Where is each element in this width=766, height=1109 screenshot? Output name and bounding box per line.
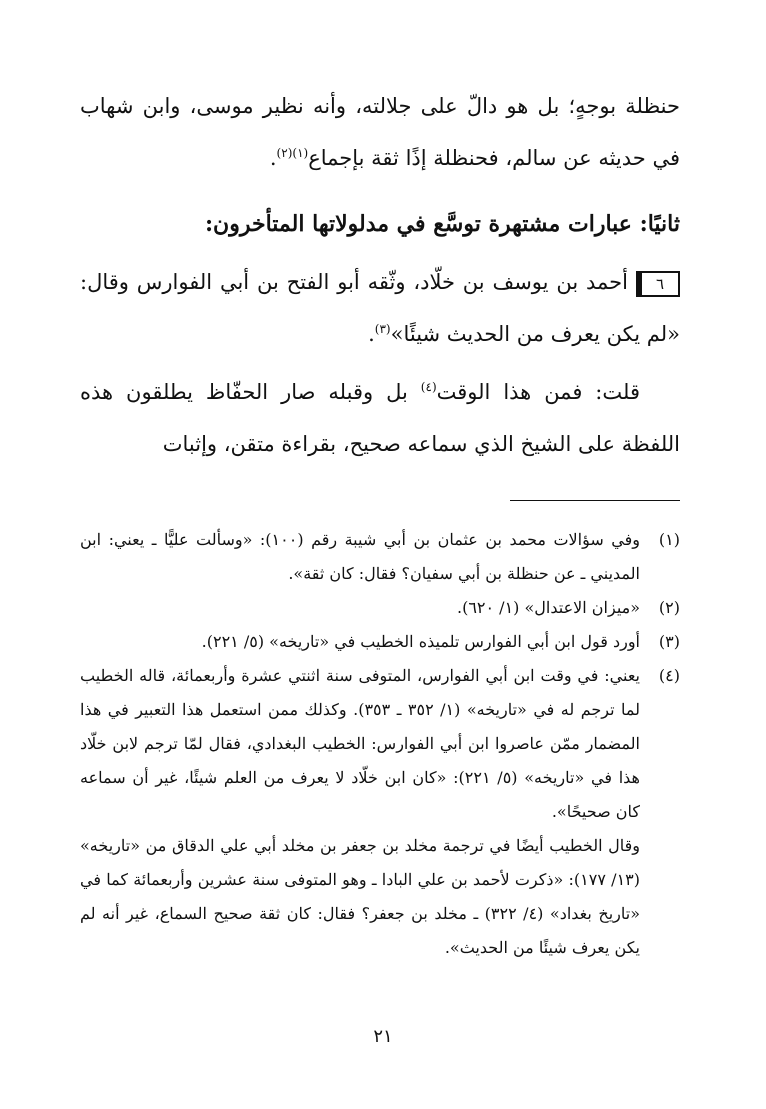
footnote-4-text: يعني: في وقت ابن أبي الفوارس، المتوفى سنة اثنتي عشرة وأربعمائة، قاله الخطيب لما ترجم له في «تاريخه» (١/ ٣٥٢ ـ ٣٥٣). وكذلك ممن استعمل هذا التعبير في هذا المضمار ممّن عاصروا ابن أبي الفوارس: الخطيب البغدادي، فقال لمّا ترجم لابن خلّاد هذا في «تاريخه» (٥/ ٢٢١): «كان ابن خلّاد لا يعرف من العلم شيئًا، غير أن سماعه كان صحيحًا». — [80, 666, 641, 821]
paragraph-2 — [80, 256, 680, 360]
footnote-ref-1-2[interactable]: (١)(٢) — [276, 146, 309, 160]
paragraph-3-line-2: اللفظة على الشيخ الذي سماعه صحيح، بقراءة متقن، وإثبات — [162, 432, 680, 456]
entry-number-box: ٦ — [636, 271, 680, 297]
footnotes — [80, 523, 680, 965]
paragraph-2-end: . — [368, 322, 375, 346]
footnote-1-text: وفي سؤالات محمد بن عثمان بن أبي شيبة رقم (١٠٠): «وسألت عليًّا ـ يعني: ابن المديني ـ عن حنظلة بن أبي سفيان؟ فقال: كان ثقة». — [80, 530, 641, 583]
footnote-3-number: (٣) — [658, 632, 680, 651]
paragraph-3-rest: بل وقبله صار الحفّاظ يطلقون هذه — [80, 380, 421, 404]
paragraph-1-line-2: شهاب في حديثه عن سالم، فحنظلة إذًا ثقة بإجماع — [80, 94, 680, 170]
paragraph-1-end: . — [269, 146, 277, 170]
footnote-3-text: أورد قول ابن أبي الفوارس تلميذه الخطيب في «تاريخه» (٥/ ٢٢١). — [201, 632, 640, 651]
footnote-2 — [80, 591, 680, 625]
footnote-4-continuation: وقال الخطيب أيضًا في ترجمة مخلد بن جعفر بن مخلد أبي علي الدقاق من «تاريخه» (١٣/ ١٧٧): «ذكرت لأحمد بن علي البادا ـ وهو المتوفى سنة عشرين وأربعمائة كما في «تاريخ بغداد» (٤/ ٣٢٢) ـ مخلد بن جعفر؟ فقال: كان ثقة صحيح السماع، غير أنه لم يكن يعرف شيئًا من الحديث». — [80, 836, 640, 957]
page-content — [80, 80, 680, 1100]
footnote-3 — [80, 625, 680, 659]
page-number: ٢١ — [373, 1026, 393, 1047]
footnote-ref-4[interactable]: (٤) — [420, 380, 437, 394]
footnote-ref-3[interactable]: (٣) — [374, 322, 391, 336]
paragraph-2-line-1: أحمد بن يوسف بن خلّاد، وثّقه أبو الفتح بن أبي — [219, 270, 629, 294]
footnote-4 — [80, 659, 680, 829]
footnote-4-number: (٤) — [658, 666, 680, 685]
paragraph-3 — [80, 366, 680, 470]
footnote-2-text: «ميزان الاعتدال» (١/ ٦٢٠). — [456, 598, 640, 617]
footnote-1 — [80, 523, 680, 591]
footnote-divider — [510, 500, 680, 501]
paragraph-1-line-1: حنظلة بوجهٍ؛ بل هو دالّ على جلالته، وأنه نظير موسى، وابن — [142, 94, 680, 118]
paragraph-3-start: قلت: فمن هذا الوقت — [436, 380, 640, 404]
section-heading: ثانيًا: عبارات مشتهرة توسَّع في مدلولاتها المتأخرون: — [204, 211, 680, 237]
footnote-2-number: (٢) — [658, 598, 680, 617]
footnote-1-number: (١) — [658, 530, 680, 549]
paragraph-2-line-2: الفوارس وقال: «لم يكن يعرف من الحديث شيئًا» — [80, 270, 680, 346]
paragraph-1 — [80, 80, 680, 184]
